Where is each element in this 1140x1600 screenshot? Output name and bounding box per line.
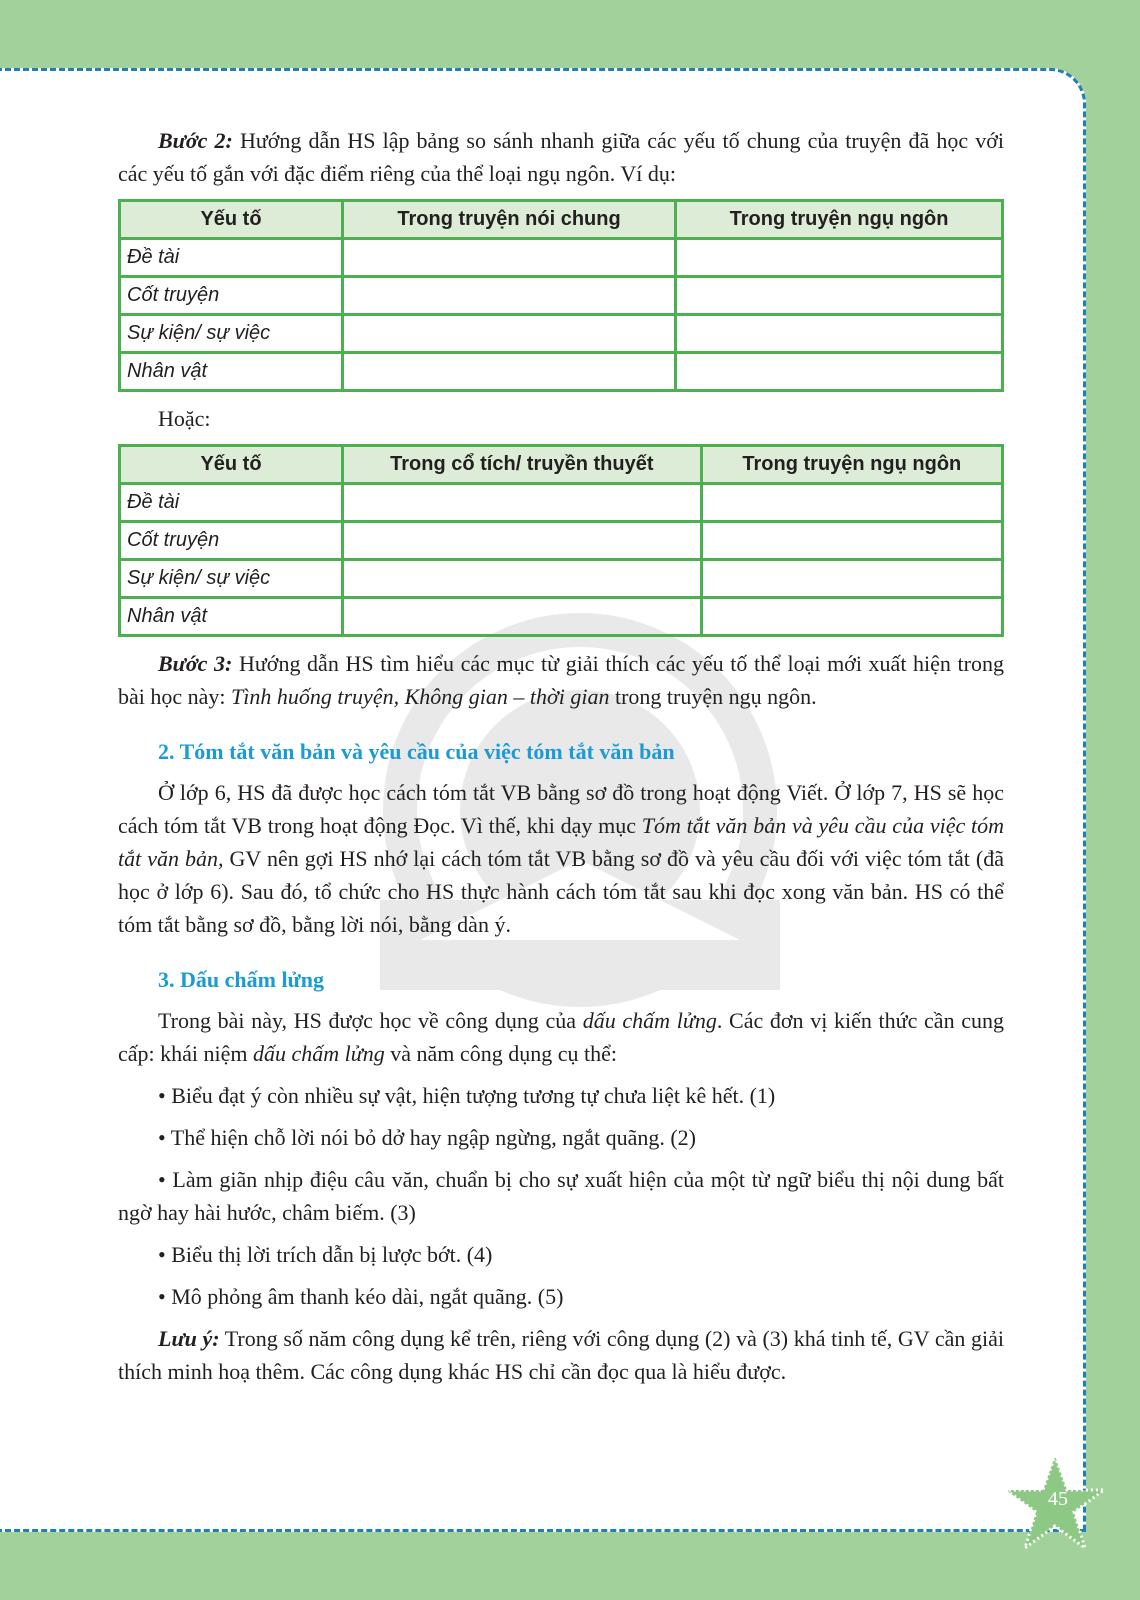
table-row xyxy=(120,353,1003,391)
list-item: • Biểu thị lời trích dẫn bị lược bớt. (4) xyxy=(158,1242,493,1267)
step2-label: Bước 2: xyxy=(158,128,233,153)
table-cell xyxy=(343,315,676,353)
table-cell xyxy=(676,239,1003,277)
section3-text: Trong bài này, HS được học về công dụng của xyxy=(158,1008,583,1033)
table-cell xyxy=(701,598,1002,636)
table-row-label: Nhân vật xyxy=(120,353,343,391)
table-row-label: Sự kiện/ sự việc xyxy=(120,560,343,598)
table-cell xyxy=(343,598,702,636)
list-item: • Mô phỏng âm thanh kéo dài, ngắt quãng. (5) xyxy=(158,1284,564,1309)
section3-text-mid: . Các đơn vị kiến thức cần cung cấp: khái niệm xyxy=(118,1008,1005,1066)
table-cell xyxy=(701,522,1002,560)
section3-text-end: và năm công dụng cụ thể: xyxy=(384,1041,617,1066)
table-cell xyxy=(343,560,702,598)
list-item: • Thể hiện chỗ lời nói bỏ dở hay ngập ngừng, ngắt quãng. (2) xyxy=(158,1125,697,1150)
note-text: Trong số năm công dụng kể trên, riêng với công dụng (2) và (3) khá tinh tế, GV cần giải thích minh hoạ thêm. Các công dụng khác HS chỉ cần đọc qua là hiểu được. xyxy=(118,1326,1005,1384)
table-header-cell: Trong truyện ngụ ngôn xyxy=(701,446,1002,484)
table-cell xyxy=(676,277,1003,315)
table-cell xyxy=(701,484,1002,522)
table-header-cell: Trong truyện ngụ ngôn xyxy=(676,201,1003,239)
section2-text-end: GV nên gợi HS nhớ lại cách tóm tắt VB bằng sơ đồ và yêu cầu đối với việc tóm tắt (đã học ở lớp 6). Sau đó, tổ chức cho HS thực hành cách tóm tắt sau khi đọc xong văn bản. HS có thể tóm tắt bằng sơ đồ, bằng lời nói, bằng dàn ý. xyxy=(118,846,1004,937)
main-content xyxy=(118,124,1004,1388)
table-header-row xyxy=(120,446,1003,484)
section2-heading: 2. Tóm tắt văn bản và yêu cầu của việc tóm tắt văn bản xyxy=(158,739,675,764)
section3-italic: dấu chấm lửng xyxy=(582,1008,717,1033)
table-row xyxy=(120,560,1003,598)
table-row-label: Đề tài xyxy=(120,484,343,522)
section2-italic: Tóm tắt văn bản và yêu cầu của việc tóm tắt văn bản, xyxy=(118,813,1005,871)
table-row-label: Nhân vật xyxy=(120,598,343,636)
comparison-table-1 xyxy=(118,199,1004,392)
table-cell xyxy=(343,484,702,522)
step3-italic: Tình huống truyện, Không gian – thời gian xyxy=(231,684,610,709)
step3-paragraph xyxy=(118,647,1004,713)
section3-heading: 3. Dấu chấm lửng xyxy=(158,967,324,992)
or-label: Hoặc: xyxy=(158,406,211,431)
table-cell xyxy=(343,522,702,560)
table-row xyxy=(120,315,1003,353)
section2-text: Ở lớp 6, HS đã được học cách tóm tắt VB bằng sơ đồ trong hoạt động Viết. Ở lớp 7, HS sẽ học cách tóm tắt VB trong hoạt động Đọc. Vì thế, khi dạy mục xyxy=(118,780,1004,838)
table-cell xyxy=(343,277,676,315)
table-row xyxy=(120,598,1003,636)
table-cell xyxy=(701,560,1002,598)
table-row xyxy=(120,239,1003,277)
note-label: Lưu ý: xyxy=(158,1326,220,1351)
list-item: • Biểu đạt ý còn nhiều sự vật, hiện tượng tương tự chưa liệt kê hết. (1) xyxy=(158,1083,776,1108)
list-item: • Làm giãn nhịp điệu câu văn, chuẩn bị cho sự xuất hiện của một từ ngữ biểu thị nội dung bất ngờ hay hài hước, châm biếm. (3) xyxy=(118,1167,1004,1225)
table-row-label: Sự kiện/ sự việc xyxy=(120,315,343,353)
page-number: 45 xyxy=(1048,1488,1068,1510)
step3-text: Hướng dẫn HS tìm hiểu các mục từ giải thích các yếu tố thể loại mới xuất hiện trong bài học này: xyxy=(118,651,1004,709)
step2-paragraph xyxy=(118,124,1004,190)
table-row xyxy=(120,484,1003,522)
comparison-table-2 xyxy=(118,444,1004,637)
table-header-cell: Trong truyện nói chung xyxy=(343,201,676,239)
table-row xyxy=(120,277,1003,315)
section2-paragraph xyxy=(118,776,1004,941)
table-cell xyxy=(343,239,676,277)
table-cell xyxy=(676,353,1003,391)
table-header-cell: Yếu tố xyxy=(120,201,343,239)
step3-label: Bước 3: xyxy=(158,651,233,676)
table-header-row xyxy=(120,201,1003,239)
step2-text: Hướng dẫn HS lập bảng so sánh nhanh giữa các yếu tố chung của truyện đã học với các yếu tố gắn với đặc điểm riêng của thể loại ngụ ngôn. Ví dụ: xyxy=(118,128,1004,186)
note-paragraph xyxy=(118,1322,1004,1388)
table-header-cell: Yếu tố xyxy=(120,446,343,484)
table-cell xyxy=(676,315,1003,353)
step3-text-end: trong truyện ngụ ngôn. xyxy=(609,684,817,709)
table-row-label: Cốt truyện xyxy=(120,522,343,560)
section3-paragraph xyxy=(118,1004,1004,1070)
table-cell xyxy=(343,353,676,391)
table-row-label: Cốt truyện xyxy=(120,277,343,315)
table-header-cell: Trong cổ tích/ truyền thuyết xyxy=(343,446,702,484)
table-row xyxy=(120,522,1003,560)
table-row-label: Đề tài xyxy=(120,239,343,277)
section3-italic-2: dấu chấm lửng xyxy=(253,1041,385,1066)
